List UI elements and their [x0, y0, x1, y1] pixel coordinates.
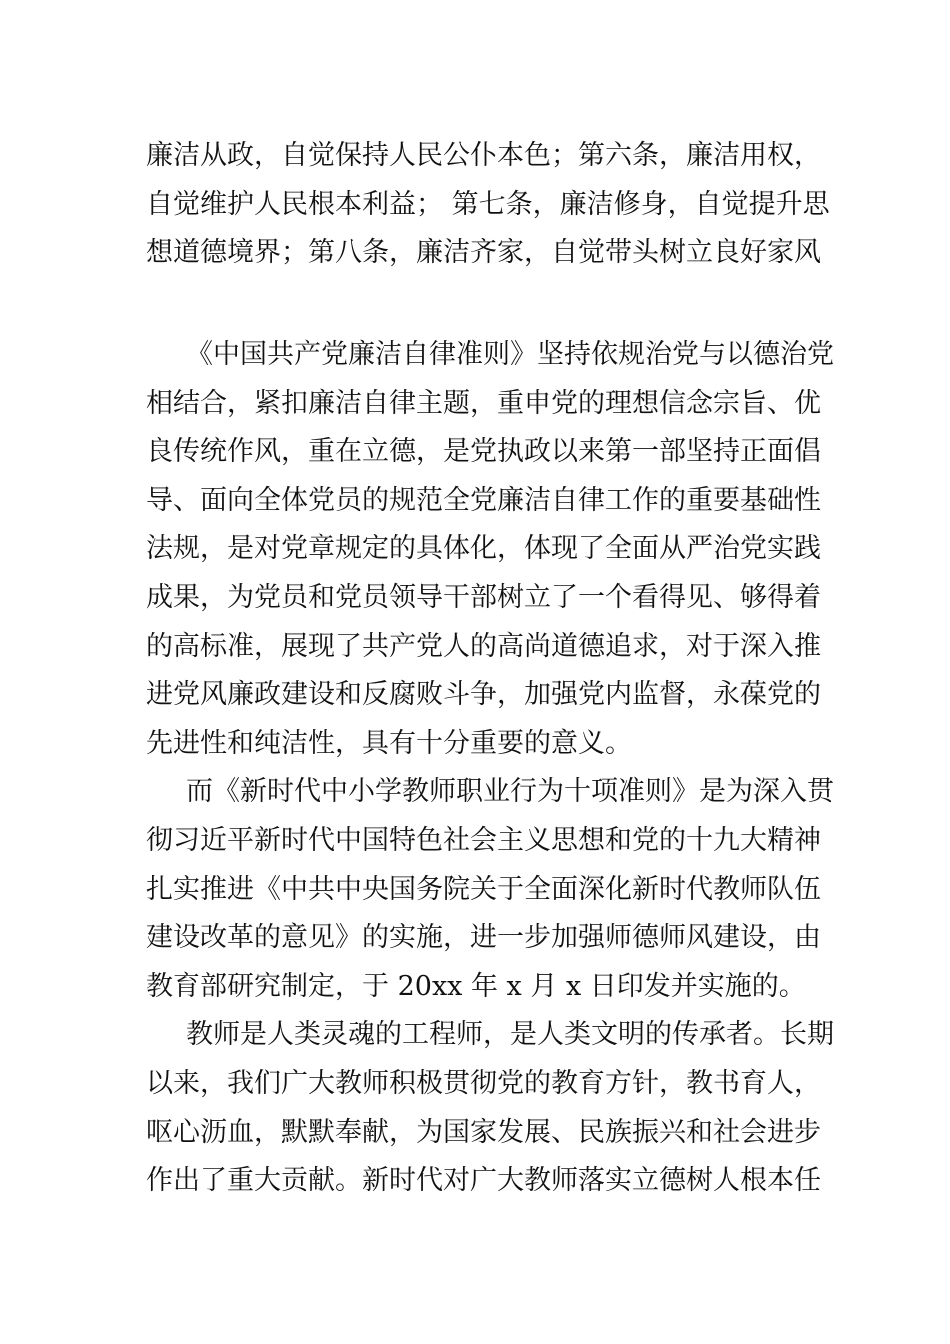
- paragraph-integrity-code-line: 导、面向全体党员的规范全党廉洁自律工作的重要基础性: [146, 484, 821, 516]
- text-line: 想道德境界；第八条，廉洁齐家，自觉带头树立良好家风: [146, 237, 821, 269]
- paragraph-teachers-role-line: 教师是人类灵魂的工程师，是人类文明的传承者。长期: [186, 1019, 834, 1051]
- paragraph-teachers-role-line: 作出了重大贡献。新时代对广大教师落实立德树人根本任: [146, 1165, 821, 1197]
- paragraph-integrity-code-line: 先进性和纯洁性，具有十分重要的意义。: [146, 727, 632, 759]
- body-text: [146, 331, 834, 1206]
- paragraph-integrity-code-line: 相结合，紧扣廉洁自律主题，重申党的理想信念宗旨、优: [146, 387, 821, 419]
- text-line: 自觉维护人民根本利益； 第七条，廉洁修身，自觉提升思: [146, 188, 830, 220]
- paragraph-integrity-code-line: 成果，为党员和党员领导干部树立了一个看得见、够得着: [146, 581, 821, 613]
- paragraph-integrity-code-line: 进党风廉政建设和反腐败斗争，加强党内监督，永葆党的: [146, 679, 821, 711]
- paragraph-teacher-code-line: 而《新时代中小学教师职业行为十项准则》是为深入贯: [186, 776, 834, 808]
- paragraph-rules-continuation: [146, 132, 830, 278]
- paragraph-teachers-role-line: 呕心沥血，默默奉献，为国家发展、民族振兴和社会进步: [146, 1116, 821, 1148]
- paragraph-teacher-code-line: 彻习近平新时代中国特色社会主义思想和党的十九大精神: [146, 824, 821, 856]
- paragraph-teacher-code-line: 扎实推进《中共中央国务院关于全面深化新时代教师队伍: [146, 873, 821, 905]
- paragraph-integrity-code-line: 的高标准，展现了共产党人的高尚道德追求，对于深入推: [146, 630, 821, 662]
- paragraph-integrity-code-line: 法规，是对党章规定的具体化，体现了全面从严治党实践: [146, 533, 821, 565]
- paragraph-integrity-code-line: 良传统作风，重在立德，是党执政以来第一部坚持正面倡: [146, 436, 821, 468]
- paragraph-teachers-role-line: 以来，我们广大教师积极贯彻党的教育方针，教书育人，: [146, 1067, 821, 1099]
- text-line: 廉洁从政，自觉保持人民公仆本色；第六条，廉洁用权，: [146, 140, 821, 171]
- paragraph-teacher-code-line: 教育部研究制定，于 20xx 年 x 月 x 日印发并实施的。: [146, 970, 806, 1002]
- paragraph-integrity-code-line: 《中国共产党廉洁自律准则》坚持依规治党与以德治党: [186, 339, 834, 370]
- paragraph-teacher-code-line: 建设改革的意见》的实施，进一步加强师德师风建设，由: [146, 922, 821, 954]
